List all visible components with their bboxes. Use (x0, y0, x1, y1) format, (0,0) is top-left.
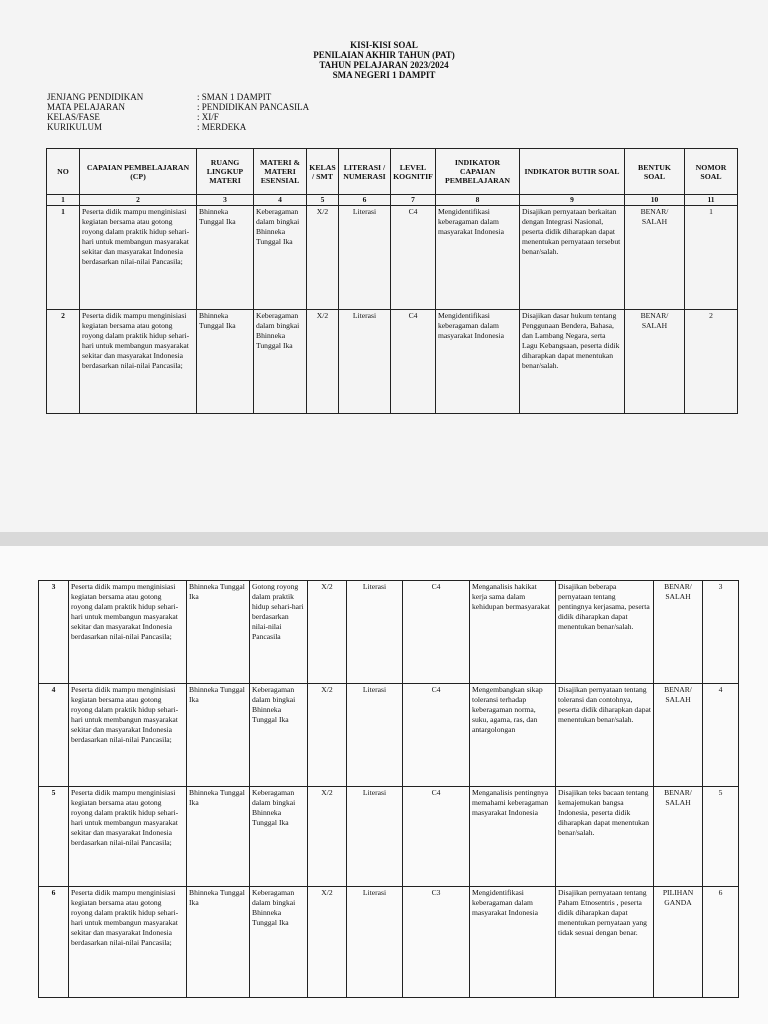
title-line-3: TAHUN PELAJARAN 2023/2024 (319, 60, 449, 70)
cell-ruang: Bhinneka Tunggal Ika (187, 887, 250, 998)
identity-row (47, 112, 309, 122)
cell-nomor: 6 (703, 887, 739, 998)
cell-no: 4 (39, 684, 69, 787)
cell-kelas: X/2 (307, 310, 339, 414)
cell-bentuk: BENAR/ SALAH (625, 310, 685, 414)
cell-literasi: Literasi (339, 206, 391, 310)
column-header-indikator-butir: INDIKATOR BUTIR SOAL (520, 149, 625, 195)
cell-bentuk: BENAR/ SALAH (654, 787, 703, 887)
identity-block (47, 92, 309, 132)
cell-indikator-cp: Menganalisis hakikat kerja sama dalam kehidupan bermasyarakat (470, 581, 556, 684)
column-number: 11 (685, 195, 738, 206)
cell-indikator-cp: Menganalisis pentingnya memahami keberagaman masyarakat Indonesia (470, 787, 556, 887)
cell-no: 2 (47, 310, 80, 414)
identity-row (47, 102, 309, 112)
cell-ruang: Bhinneka Tunggal Ika (197, 310, 254, 414)
cell-no: 5 (39, 787, 69, 887)
kisi-kisi-table (46, 148, 738, 414)
column-header-cp: CAPAIAN PEMBELAJARAN (CP) (80, 149, 197, 195)
title-line-2: PENILAIAN AKHIR TAHUN (PAT) (313, 50, 455, 60)
cell-indikator-butir: Disajikan teks bacaan tentang kemajemukan bangsa Indonesia, peserta didik diharapkan dapat menentukan benar/salah. (556, 787, 654, 887)
identity-label: MATA PELAJARAN (47, 102, 126, 112)
cell-indikator-cp: Mengidentifikasi keberagaman dalam masyarakat Indonesia (470, 887, 556, 998)
table-row (39, 581, 739, 684)
column-number: 10 (625, 195, 685, 206)
cell-ruang: Bhinneka Tunggal Ika (197, 206, 254, 310)
cell-nomor: 2 (685, 310, 738, 414)
cell-nomor: 3 (703, 581, 739, 684)
identity-value: : MERDEKA (197, 122, 247, 132)
cell-indikator-butir: Disajikan pernyataan tentang toleransi dan contohnya, peserta didik diharapkan dapat menentukan benar/salah. (556, 684, 654, 787)
cell-materi: Keberagaman dalam bingkai Bhinneka Tunggal Ika (250, 684, 308, 787)
cell-level: C4 (403, 581, 470, 684)
column-header-literasi: LITERASI / NUMERASI (339, 149, 391, 195)
column-number-row (47, 195, 738, 206)
cell-materi: Keberagaman dalam bingkai Bhinneka Tunggal Ika (250, 887, 308, 998)
cell-materi: Keberagaman dalam bingkai Bhinneka Tunggal Ika (254, 310, 307, 414)
cell-bentuk: BENAR/ SALAH (654, 684, 703, 787)
column-number: 4 (254, 195, 307, 206)
cell-bentuk: PILIHAN GANDA (654, 887, 703, 998)
cell-ruang: Bhinneka Tunggal Ika (187, 787, 250, 887)
column-number: 1 (47, 195, 80, 206)
cell-cp: Peserta didik mampu menginisiasi kegiatan bersama atau gotong royong dalam praktik hidup sehari-hari untuk membangun masyarakat sekitar dan masyarakat Indonesia berdasarkan nilai-nilai Pancasila; (69, 887, 187, 998)
table-header-row (47, 149, 738, 195)
cell-materi: Keberagaman dalam bingkai Bhinneka Tunggal Ika (250, 787, 308, 887)
cell-no: 3 (39, 581, 69, 684)
cell-indikator-butir: Disajikan pernyataan berkaitan dengan Integrasi Nasional, peserta didik diharapkan dapat menentukan pernyataan tersebut benar/salah. (520, 206, 625, 310)
column-number: 9 (520, 195, 625, 206)
column-header-kelas: KELAS/ SMT (307, 149, 339, 195)
cell-literasi: Literasi (347, 581, 403, 684)
cell-no: 1 (47, 206, 80, 310)
cell-nomor: 1 (685, 206, 738, 310)
column-header-indikator-cp: INDIKATOR CAPAIAN PEMBELAJARAN (436, 149, 520, 195)
cell-kelas: X/2 (308, 787, 347, 887)
kisi-kisi-table-continued (38, 580, 739, 998)
identity-value: : XI/F (197, 112, 219, 122)
column-number: 3 (197, 195, 254, 206)
cell-ruang: Bhinneka Tunggal Ika (187, 581, 250, 684)
cell-bentuk: BENAR/ SALAH (654, 581, 703, 684)
table-row (39, 887, 739, 998)
title-line-1: KISI-KISI SOAL (350, 40, 418, 50)
cell-cp: Peserta didik mampu menginisiasi kegiatan bersama atau gotong royong dalam praktik hidup sehari-hari untuk membangun masyarakat sekitar dan masyarakat Indonesia berdasarkan nilai-nilai Pancasila; (69, 787, 187, 887)
column-number: 6 (339, 195, 391, 206)
cell-nomor: 4 (703, 684, 739, 787)
cell-nomor: 5 (703, 787, 739, 887)
cell-indikator-butir: Disajikan beberapa pernyataan tentang pentingnya kerjasama, peserta didik diharapkan dapat menentukan benar/salah. (556, 581, 654, 684)
cell-cp: Peserta didik mampu menginisiasi kegiatan bersama atau gotong royong dalam praktik hidup sehari-hari untuk membangun masyarakat sekitar dan masyarakat Indonesia berdasarkan nilai-nilai Pancasila; (69, 581, 187, 684)
cell-kelas: X/2 (308, 887, 347, 998)
column-header-nomor: NOMOR SOAL (685, 149, 738, 195)
table-row (39, 684, 739, 787)
cell-cp: Peserta didik mampu menginisiasi kegiatan bersama atau gotong royong dalam praktik hidup sehari-hari untuk membangun masyarakat sekitar dan masyarakat Indonesia berdasarkan nilai-nilai Pancasila; (80, 206, 197, 310)
cell-kelas: X/2 (308, 684, 347, 787)
document-page-2 (0, 546, 768, 1024)
cell-literasi: Literasi (339, 310, 391, 414)
table-row (47, 310, 738, 414)
column-number: 7 (391, 195, 436, 206)
cell-cp: Peserta didik mampu menginisiasi kegiatan bersama atau gotong royong dalam praktik hidup sehari-hari untuk membangun masyarakat sekitar dan masyarakat Indonesia berdasarkan nilai-nilai Pancasila; (80, 310, 197, 414)
cell-indikator-cp: Mengembangkan sikap toleransi terhadap keberagaman norma, suku, agama, ras, dan antargolongan (470, 684, 556, 787)
column-header-level: LEVEL KOGNITIF (391, 149, 436, 195)
cell-level: C4 (403, 684, 470, 787)
cell-materi: Keberagaman dalam bingkai Bhinneka Tunggal Ika (254, 206, 307, 310)
cell-kelas: X/2 (308, 581, 347, 684)
column-number: 2 (80, 195, 197, 206)
cell-level: C3 (403, 887, 470, 998)
identity-row (47, 122, 309, 132)
column-number: 5 (307, 195, 339, 206)
document-title (0, 40, 768, 80)
table-row (47, 206, 738, 310)
cell-indikator-butir: Disajikan dasar hukum tentang Penggunaan Bendera, Bahasa, dan Lambang Negara, serta Lagu Kebangsaan, peserta didik diharapkan dapat menentukan benar/salah. (520, 310, 625, 414)
identity-value: : SMAN 1 DAMPIT (197, 92, 272, 102)
title-line-4: SMA NEGERI 1 DAMPIT (332, 70, 436, 80)
identity-label: JENJANG PENDIDIKAN (47, 92, 144, 102)
cell-level: C4 (391, 206, 436, 310)
column-header-no: NO (47, 149, 80, 195)
identity-label: KURIKULUM (47, 122, 102, 132)
cell-kelas: X/2 (307, 206, 339, 310)
column-number: 8 (436, 195, 520, 206)
cell-no: 6 (39, 887, 69, 998)
cell-literasi: Literasi (347, 787, 403, 887)
cell-cp: Peserta didik mampu menginisiasi kegiatan bersama atau gotong royong dalam praktik hidup sehari-hari untuk membangun masyarakat sekitar dan masyarakat Indonesia berdasarkan nilai-nilai Pancasila; (69, 684, 187, 787)
cell-materi: Gotong royong dalam praktik hidup sehari-hari berdasarkan nilai-nilai Pancasila (250, 581, 308, 684)
identity-label: KELAS/FASE (47, 112, 100, 122)
table-row (39, 787, 739, 887)
cell-indikator-cp: Mengidentifikasi keberagaman dalam masyarakat Indonesia (436, 206, 520, 310)
cell-level: C4 (403, 787, 470, 887)
cell-indikator-butir: Disajikan pernyataan tentang Paham Etnosentris , peserta didik diharapkan dapat menentukan pernyataan yang tidak sesuai dengan benar. (556, 887, 654, 998)
column-header-materi: MATERI & MATERI ESENSIAL (254, 149, 307, 195)
cell-bentuk: BENAR/ SALAH (625, 206, 685, 310)
identity-value: : PENDIDIKAN PANCASILA (197, 102, 310, 112)
cell-level: C4 (391, 310, 436, 414)
identity-row (47, 92, 309, 102)
cell-literasi: Literasi (347, 684, 403, 787)
cell-ruang: Bhinneka Tunggal Ika (187, 684, 250, 787)
column-header-bentuk: BENTUK SOAL (625, 149, 685, 195)
column-header-ruang: RUANG LINGKUP MATERI (197, 149, 254, 195)
cell-literasi: Literasi (347, 887, 403, 998)
cell-indikator-cp: Mengidentifikasi keberagaman dalam masyarakat Indonesia (436, 310, 520, 414)
